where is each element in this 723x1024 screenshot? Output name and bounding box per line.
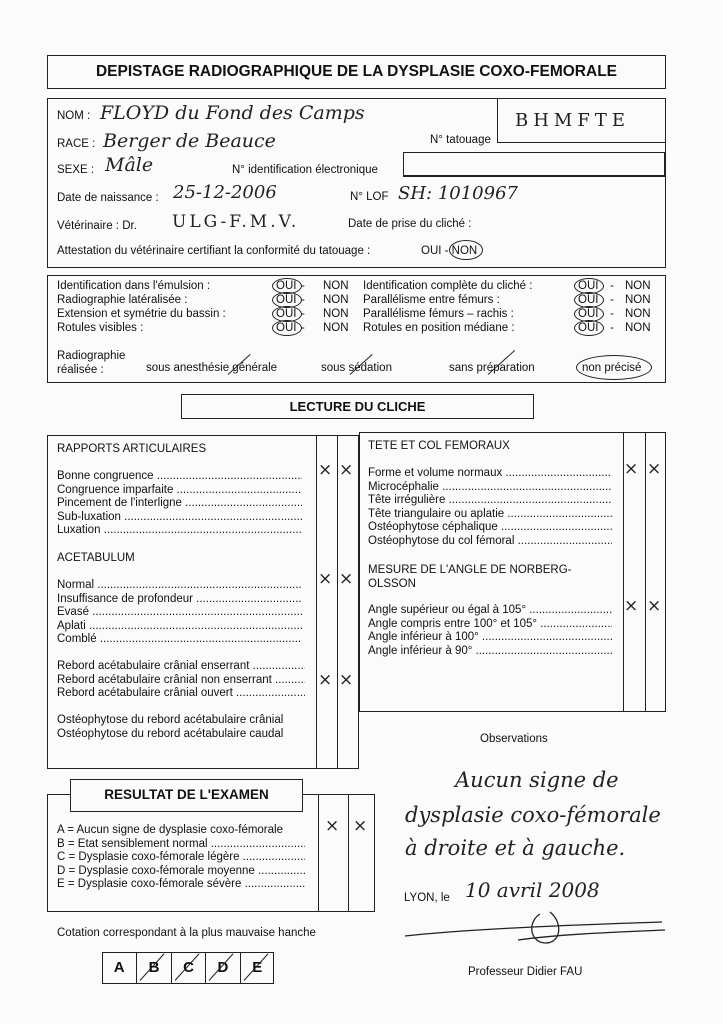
identity-divider (403, 176, 665, 177)
nom-value: FLOYD du Fond des Camps (100, 102, 365, 124)
observations-line-1: Aucun signe de (455, 768, 619, 792)
check-mark: × (339, 460, 354, 480)
condition-right-oui: OUI (578, 280, 599, 292)
check-mark: × (318, 460, 333, 480)
acetabulum-title: ACETABULUM (57, 552, 135, 564)
tatouage-label: N° tatouage (430, 134, 491, 146)
rebord-item: Rebord acétabulaire crânial non enserrant ..... (57, 674, 305, 686)
check-mark: × (318, 670, 333, 690)
osteophytose-item: Ostéophytose du rebord acétabulaire caudal (57, 728, 284, 740)
resultat-title: RESULTAT DE L'EXAMEN (104, 787, 269, 802)
mode-non-precise: non précisé (582, 362, 642, 374)
grade-box: B (136, 952, 170, 984)
observations-label: Observations (480, 733, 548, 745)
realisee-label: réalisée : (57, 364, 104, 376)
osteophytose-item: Ostéophytose du rebord acétabulaire crânial (57, 714, 284, 726)
puce-field[interactable] (403, 152, 665, 176)
naissance-label: Date de naissance : (57, 192, 159, 204)
condition-right-non: NON (625, 322, 651, 334)
observations-line-2: dysplasie coxo-fémorale (405, 803, 661, 827)
page-title: DEPISTAGE RADIOGRAPHIQUE DE LA DYSPLASIE COXO-FEMORALE (95, 63, 617, 80)
signature (400, 900, 670, 960)
observations-line-3: à droite et à gauche. (405, 836, 626, 860)
lof-label: N° LOF (350, 191, 389, 203)
resultat-item: D = Dysplasie coxo-fémorale moyenne ..... (57, 865, 305, 877)
rapports-item: Sub-luxation ..... (57, 511, 302, 523)
condition-left-non: NON (323, 308, 349, 320)
norberg-item: Angle compris entre 100° et 105° ..... (368, 618, 612, 630)
grade-box: A (113, 959, 125, 976)
condition-left-label: Extension et symétrie du bassin : (57, 308, 226, 320)
signataire-name: Professeur Didier FAU (468, 966, 583, 978)
condition-left-oui: OUI (276, 280, 297, 292)
prise-label: Date de prise du cliché : (348, 218, 472, 230)
tete-item: Ostéophytose du col fémoral ..... (368, 535, 612, 547)
condition-left-non: NON (323, 294, 349, 306)
acetabulum-item: Comblé ..... (57, 633, 302, 645)
norberg-item: Angle inférieur à 100° ..... (368, 631, 612, 643)
lieu-label: LYON, le (404, 892, 450, 904)
mode-sedation: sous sédation (321, 362, 392, 374)
tete-title: TETE ET COL FEMORAUX (368, 440, 510, 452)
tete-item: Tête triangulaire ou aplatie ..... (368, 508, 612, 520)
left-col-line-2 (337, 435, 338, 769)
resultat-item: E = Dysplasie coxo-fémorale sévère ..... (57, 878, 305, 890)
condition-left-oui: OUI (276, 294, 297, 306)
condition-right-label: Identification complète du cliché : (363, 280, 533, 292)
resultat-item: A = Aucun signe de dysplasie coxo-fémorale (57, 824, 283, 836)
rapports-item: Pincement de l'interligne ..... (57, 497, 302, 509)
condition-left-label: Identification dans l'émulsion : (57, 280, 211, 292)
acetabulum-item: Normal ..... (57, 579, 302, 591)
norberg-item: Angle inférieur à 90° ..... (368, 645, 612, 657)
check-mark: × (339, 569, 354, 589)
puce-label: N° identification électronique (232, 164, 378, 176)
lecture-title: LECTURE DU CLICHE (289, 399, 426, 414)
radiographie-label: Radiographie (57, 350, 126, 362)
condition-left-dash: - (301, 308, 305, 320)
rapports-item: Bonne congruence ..... (57, 470, 302, 482)
check-mark: × (624, 596, 639, 616)
date-value: 10 avril 2008 (465, 878, 600, 902)
check-mark: × (647, 596, 662, 616)
grade-box: C (171, 952, 205, 984)
check-mark: × (318, 569, 333, 589)
right-col-line-2 (645, 432, 646, 712)
condition-right-non: NON (625, 280, 651, 292)
sexe-value: Mâle (105, 154, 154, 176)
tete-item: Tête irrégulière ..... (368, 494, 612, 506)
condition-right-oui-circle (574, 320, 604, 336)
condition-right-dash: - (610, 294, 614, 306)
acetabulum-item: Aplati ..... (57, 620, 302, 632)
condition-left-label: Radiographie latéralisée : (57, 294, 188, 306)
check-mark: × (647, 459, 662, 479)
resultat-col-line-2 (348, 794, 349, 912)
mode-preparation: sans préparation (449, 362, 535, 374)
attestation-options: OUI - NON (421, 245, 478, 257)
condition-right-non: NON (625, 294, 651, 306)
rebord-item: Rebord acétabulaire crânial ouvert ..... (57, 687, 305, 699)
condition-right-oui: OUI (578, 308, 599, 320)
lof-value: SH: 1010967 (398, 183, 518, 204)
naissance-value: 25-12-2006 (173, 182, 277, 203)
condition-right-label: Parallélisme entre fémurs : (363, 294, 500, 306)
rapports-title: RAPPORTS ARTICULAIRES (57, 443, 207, 455)
veterinaire-label: Vétérinaire : Dr. (57, 220, 137, 232)
sexe-label: SEXE : (57, 164, 95, 176)
tatouage-value: BHMFTE (515, 110, 630, 131)
grade-box: E (240, 952, 274, 984)
rebord-item: Rebord acétabulaire crânial enserrant ..... (57, 660, 305, 672)
condition-left-dash: - (301, 322, 305, 334)
resultat-item: B = Etat sensiblement normal ..... (57, 838, 305, 850)
rapports-item: Congruence imparfaite ..... (57, 484, 302, 496)
condition-right-oui: OUI (578, 322, 599, 334)
condition-left-oui: OUI (276, 308, 297, 320)
left-col-line-1 (316, 435, 317, 769)
check-mark: × (353, 816, 368, 836)
condition-left-label: Rotules visibles : (57, 322, 144, 334)
mode-anesthesie: sous anesthésie générale (146, 362, 278, 374)
resultat-item: C = Dysplasie coxo-fémorale légère ..... (57, 851, 305, 863)
norberg-title-2: OLSSON (368, 578, 416, 590)
veterinaire-value: ULG-F.M.V. (172, 212, 300, 232)
condition-left-oui-circle (272, 320, 302, 336)
condition-right-dash: - (610, 280, 614, 292)
condition-right-non: NON (625, 308, 651, 320)
check-mark: × (624, 459, 639, 479)
condition-right-label: Rotules en position médiane : (363, 322, 515, 334)
nom-label: NOM : (57, 110, 91, 122)
tete-item: Forme et volume normaux ..... (368, 467, 612, 479)
tete-item: Microcéphalie ..... (368, 481, 612, 493)
attestation-non-circle (449, 240, 483, 260)
condition-left-non: NON (323, 322, 349, 334)
race-value: Berger de Beauce (103, 130, 276, 152)
check-mark: × (339, 670, 354, 690)
condition-left-dash: - (301, 294, 305, 306)
non-precise-circle (576, 355, 652, 380)
check-mark: × (325, 816, 340, 836)
condition-right-dash: - (610, 322, 614, 334)
condition-right-dash: - (610, 308, 614, 320)
condition-left-oui: OUI (276, 322, 297, 334)
acetabulum-item: Evasé ..... (57, 606, 302, 618)
norberg-item: Angle supérieur ou égal à 105° ..... (368, 604, 612, 616)
condition-right-label: Parallélisme fémurs – rachis : (363, 308, 514, 320)
grade-box: D (205, 952, 239, 984)
rapports-item: Luxation ..... (57, 524, 302, 536)
condition-right-oui: OUI (578, 294, 599, 306)
norberg-title-1: MESURE DE L'ANGLE DE NORBERG- (368, 564, 572, 576)
race-label: RACE : (57, 138, 96, 150)
acetabulum-item: Insuffisance de profondeur ..... (57, 593, 302, 605)
condition-left-dash: - (301, 280, 305, 292)
cotation-label: Cotation correspondant à la plus mauvaise hanche (57, 927, 316, 939)
condition-left-non: NON (323, 280, 349, 292)
tete-item: Ostéophytose céphalique ..... (368, 521, 612, 533)
attestation-label: Attestation du vétérinaire certifiant la conformité du tatouage : (57, 245, 371, 257)
resultat-col-line-1 (318, 794, 319, 912)
